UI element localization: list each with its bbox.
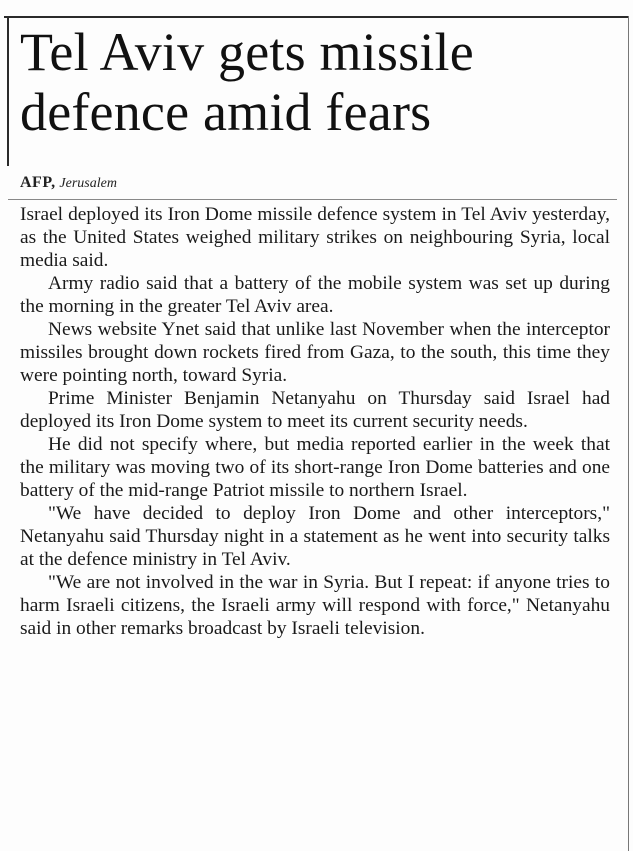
right-border: [628, 16, 629, 851]
headline: Tel Aviv gets missile defence amid fears: [20, 22, 474, 142]
paragraph: "We have decided to deploy Iron Dome and other interceptors," Netanyahu said Thursday night in a statement as he went into security talks at the defence ministry in Tel Aviv.: [20, 503, 610, 570]
byline-location: Jerusalem: [59, 176, 117, 191]
article-body: [20, 203, 610, 640]
byline-agency: AFP,: [20, 174, 56, 191]
paragraph: "We are not involved in the war in Syria. But I repeat: if anyone tries to harm Israeli citizens, the Israeli army will respond with force," Netanyahu said in other remarks broadcast by Israeli television.: [20, 572, 610, 639]
headline-side-rule: [7, 16, 9, 166]
top-rule: [4, 16, 629, 18]
byline: [20, 174, 117, 192]
paragraph: Prime Minister Benjamin Netanyahu on Thursday said Israel had deployed its Iron Dome system to meet its current security needs.: [20, 388, 610, 432]
paragraph: He did not specify where, but media reported earlier in the week that the military was moving two of its short-range Iron Dome batteries and one battery of the mid-range Patriot missile to northern Israel.: [20, 434, 610, 501]
paragraph: News website Ynet said that unlike last November when the interceptor missiles brought down rockets fired from Gaza, to the south, this time they were pointing north, toward Syria.: [20, 319, 610, 386]
byline-divider: [8, 199, 617, 200]
paragraph: Army radio said that a battery of the mobile system was set up during the morning in the greater Tel Aviv area.: [20, 273, 610, 317]
paragraph: Israel deployed its Iron Dome missile defence system in Tel Aviv yesterday, as the United States weighed military strikes on neighbouring Syria, local media said.: [20, 204, 610, 271]
